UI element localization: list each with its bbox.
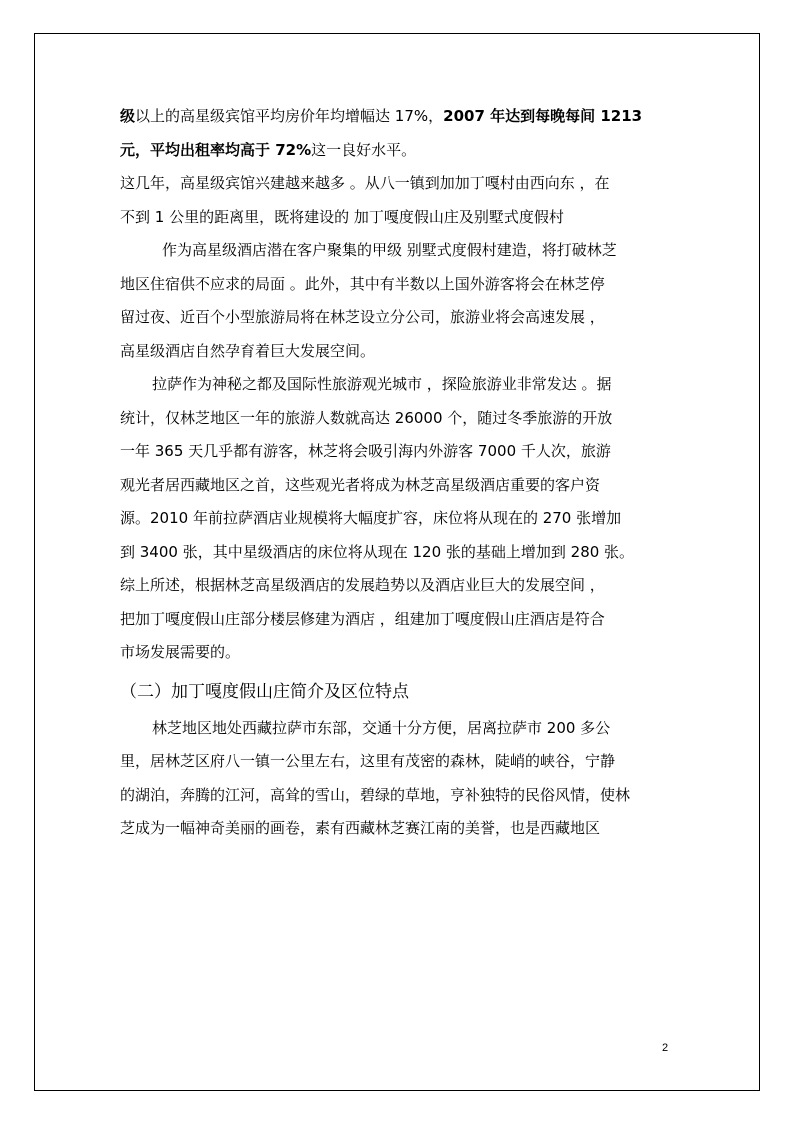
bold-text: 2007 年达到每晚每间 1213 [443, 107, 643, 125]
text-line: 的湖泊，奔腾的江河，高耸的雪山，碧绿的草地，亨补独特的民俗风情，使林 [120, 785, 631, 804]
paragraph-first-line: 作为高星级酒店潜在客户聚集的甲级 别墅式度假村建造，将打破林芝 [162, 241, 617, 259]
text-line: 里，居林芝区府八一镇一公里左右，这里有茂密的森林，陡峭的峡谷，宁静 [120, 752, 616, 770]
text-line: 留过夜、近百个小型旅游局将在林芝设立分公司，旅游业将会高速发展 ， [120, 308, 605, 326]
text-line: 这几年，高星级宾馆兴建越来越多 。从八一镇到加加丁嘎村由西向东 ，在 [120, 174, 610, 192]
text-line: 观光者居西藏地区之首，这些观光者将成为林芝高星级酒店重要的客户资 [120, 475, 601, 494]
bold-text: 元，平均出租率均高于 72% [120, 140, 312, 159]
text-line: 源。2010 年前拉萨酒店业规模将大幅度扩容，床位将从现在的 270 张增加 [120, 509, 622, 527]
text-line [120, 134, 680, 168]
text-line: 芝成为一幅神奇美丽的画卷，素有西藏林芝赛江南的美誉，也是西藏地区 [120, 819, 601, 837]
text-line: 把加丁嘎度假山庄部分楼层修建为酒店 ，组建加丁嘎度假山庄酒店是符合 [120, 609, 605, 628]
text-span: 以上的高星级宾馆平均房价年均增幅达 17%， [135, 107, 444, 125]
paragraph-first-line: 林芝地区地处西藏拉萨市东部，交通十分方便，居离拉萨市 200 多公 [152, 718, 611, 737]
page-number: 2 [662, 1042, 669, 1054]
document-body [120, 100, 680, 846]
text-line: 不到 1 公里的距离里，既将建设的 加丁嘎度假山庄及别墅式度假村 [120, 207, 564, 226]
text-line [120, 100, 680, 134]
text-line: 一年 365 天几乎都有游客，林芝将会吸引海内外游客 7000 千人次，旅游 [120, 442, 611, 460]
text-line: 到 3400 张，其中星级酒店的床位将从现在 120 张的基础上增加到 280 张。 [120, 542, 635, 561]
text-line: 高星级酒店自然孕育着巨大发展空间。 [120, 341, 376, 360]
paragraph-first-line: 拉萨作为神秘之都及国际性旅游观光城市 ，探险旅游业非常发达 。据 [152, 375, 612, 393]
text-line: 市场发展需要的。 [120, 643, 241, 661]
section-heading: （二）加丁嘎度假山庄简介及区位特点 [120, 681, 409, 702]
text-line: 统计，仅林芝地区一年的旅游人数就高达 26000 个，随过冬季旅游的开放 [120, 408, 613, 427]
text-line: 综上所述，根据林芝高星级酒店的发展趋势以及酒店业巨大的发展空间 ， [120, 576, 605, 594]
text-span: 这一良好水平。 [311, 140, 417, 159]
bold-text: 级 [120, 107, 136, 125]
text-line: 地区住宿供不应求的局面 。此外，其中有半数以上国外游客将会在林芝停 [120, 274, 605, 293]
